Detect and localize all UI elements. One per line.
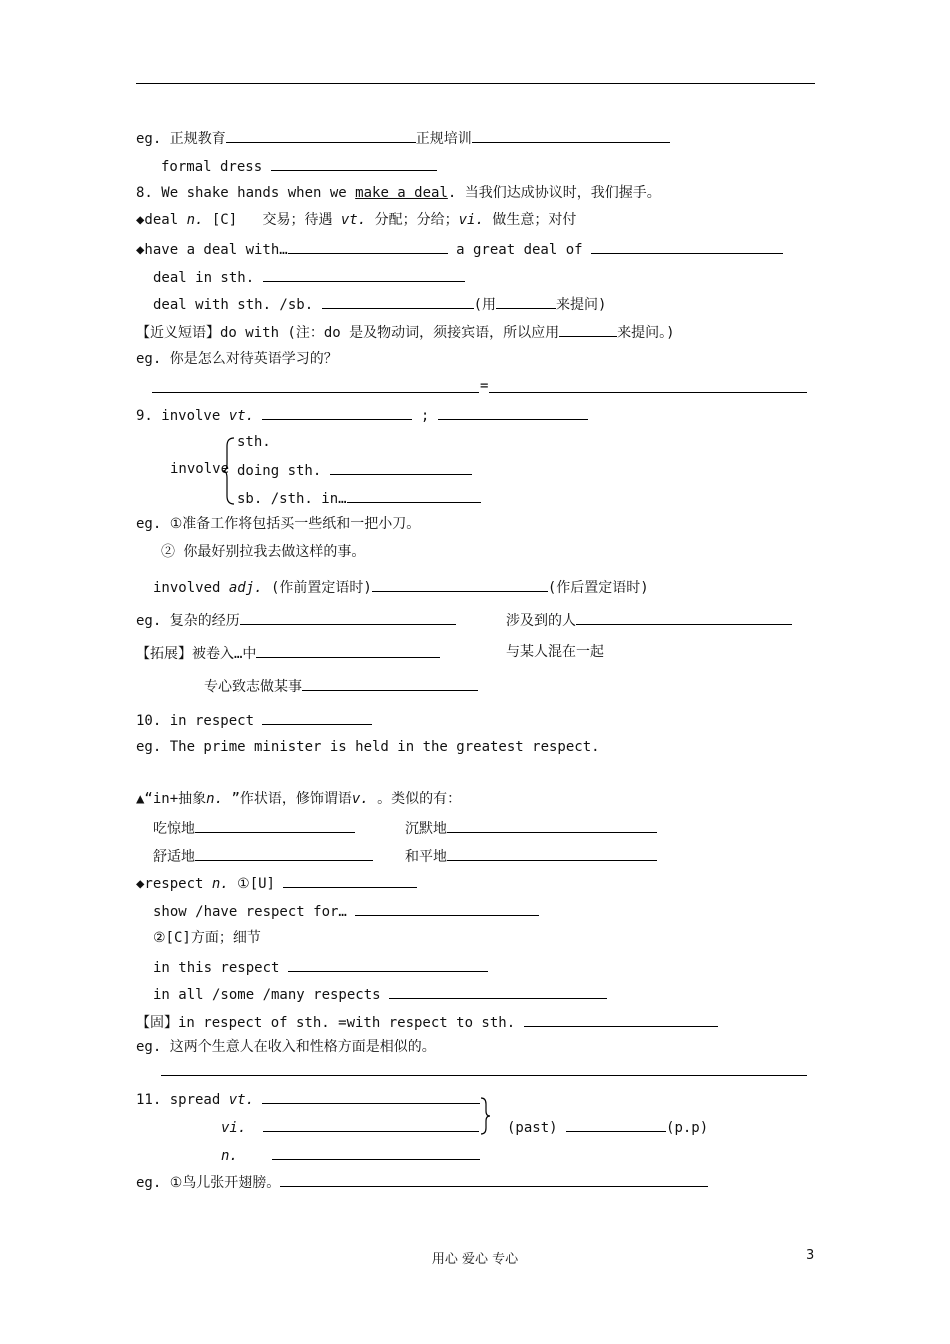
involve-word: involve — [170, 461, 230, 477]
blank[interactable] — [288, 957, 488, 972]
blank[interactable] — [195, 818, 355, 833]
blank[interactable] — [240, 610, 456, 625]
blank[interactable] — [472, 128, 670, 143]
blank[interactable] — [263, 1117, 479, 1132]
involved-adj: involved adj. (作前置定语时) (作后置定语时) — [153, 577, 649, 597]
blank[interactable] — [389, 984, 607, 999]
respect-aspect: ②[C]方面；细节 — [153, 930, 261, 946]
eg-people-involved: 涉及到的人 — [506, 610, 792, 630]
deal-with: deal with sth. /sb. (用 来提问) — [153, 294, 606, 314]
comfort-adv: 舒适地 — [153, 846, 373, 866]
answer-line[interactable] — [152, 392, 479, 393]
line-formal-dress: formal dress — [161, 156, 437, 176]
blank[interactable] — [226, 128, 416, 143]
blank[interactable] — [330, 460, 472, 475]
deal-in: deal in sth. — [153, 267, 465, 287]
blank[interactable] — [262, 405, 412, 420]
blank[interactable] — [302, 676, 478, 691]
blank[interactable] — [263, 267, 465, 282]
eg-bird-wings: eg. ①鸟儿张开翅膀。 — [136, 1172, 708, 1192]
fixed-phrase: 【固】in respect of sth. =with respect to sth. — [136, 1012, 718, 1032]
involve-sth: sth. — [237, 434, 271, 450]
item-11-heading: 11. spread vt. — [136, 1089, 480, 1109]
blank[interactable] — [438, 405, 588, 420]
blank[interactable] — [262, 1089, 480, 1104]
spread-vi: vi. — [221, 1117, 479, 1137]
blank[interactable] — [566, 1117, 666, 1132]
silence-adv: 沉默地 — [405, 818, 657, 838]
surprise-adv: 吃惊地 — [153, 818, 355, 838]
spread-past-pp: (past) (p.p) — [507, 1117, 708, 1137]
blank[interactable] — [283, 873, 417, 888]
blank[interactable] — [496, 294, 556, 309]
expand-mix-with: 与某人混在一起 — [506, 644, 604, 660]
deal-phrases: ◆have a deal with… a great deal of — [136, 239, 783, 259]
in-abstract-noun: ▲“in+抽象n. ”作状语，修饰谓语v. 。类似的有： — [136, 791, 462, 807]
blank[interactable] — [195, 846, 373, 861]
eg-complex: eg. 复杂的经历 — [136, 610, 456, 630]
blank[interactable] — [271, 156, 437, 171]
item-9-heading: 9. involve vt. ; — [136, 405, 588, 425]
answer-line[interactable] — [489, 392, 807, 393]
line-eg-formal: eg. 正规教育 正规培训 — [136, 128, 670, 148]
blank[interactable] — [288, 239, 448, 254]
blank[interactable] — [322, 294, 474, 309]
eg-prime-minister: eg. The prime minister is held in the greatest respect. — [136, 739, 600, 755]
blank[interactable] — [272, 1145, 480, 1160]
peace-adv: 和平地 — [405, 846, 657, 866]
blank[interactable] — [355, 901, 539, 916]
spread-n: n. — [221, 1145, 480, 1165]
show-respect: show /have respect for… — [153, 901, 539, 921]
blank[interactable] — [559, 322, 617, 337]
eg-drag-me: ② 你最好别拉我去做这样的事。 — [161, 544, 366, 560]
in-this-respect: in this respect — [153, 957, 488, 977]
brace-icon — [480, 1096, 492, 1136]
header-rule — [136, 83, 815, 84]
blank[interactable] — [372, 577, 548, 592]
synonym-phrase: 【近义短语】do with (注：do 是及物动词，须接宾语，所以应用 来提问。) — [136, 322, 675, 342]
blank[interactable] — [447, 846, 657, 861]
blank[interactable] — [280, 1172, 708, 1187]
blank[interactable] — [447, 818, 657, 833]
involve-sb-in: sb. /sth. in… — [237, 488, 481, 508]
eg-english-learning: eg. 你是怎么对待英语学习的？ — [136, 351, 338, 367]
in-all-respects: in all /some /many respects — [153, 984, 607, 1004]
footer-text: 用心 爱心 专心 — [431, 1252, 519, 1267]
eg-prepare: eg. ①准备工作将包括买一些纸和一把小刀。 — [136, 516, 421, 532]
blank[interactable] — [262, 710, 372, 725]
involve-doing: doing sth. — [237, 460, 472, 480]
deal-definition: ◆deal n. [C] 交易；待遇 vt. 分配；分给；vi. 做生意；对付 — [136, 212, 577, 228]
expand-devote: 专心致志做某事 — [204, 676, 478, 696]
blank[interactable] — [347, 488, 481, 503]
answer-line[interactable] — [161, 1075, 807, 1076]
blank[interactable] — [256, 643, 440, 658]
eg-businessmen: eg. 这两个生意人在收入和性格方面是相似的。 — [136, 1039, 436, 1055]
blank[interactable] — [524, 1012, 718, 1027]
blank[interactable] — [591, 239, 783, 254]
item-8-heading: 8. We shake hands when we make a deal. 当我们达成协议时，我们握手。 — [136, 185, 661, 201]
equals-sign: = — [480, 378, 489, 394]
blank[interactable] — [576, 610, 792, 625]
brace-icon — [222, 436, 236, 506]
item-10-heading: 10. in respect — [136, 710, 372, 730]
expand-involved: 【拓展】被卷入…中 — [136, 643, 440, 663]
respect-noun: ◆respect n. ①[U] — [136, 873, 417, 893]
page-number: 3 — [806, 1248, 815, 1263]
